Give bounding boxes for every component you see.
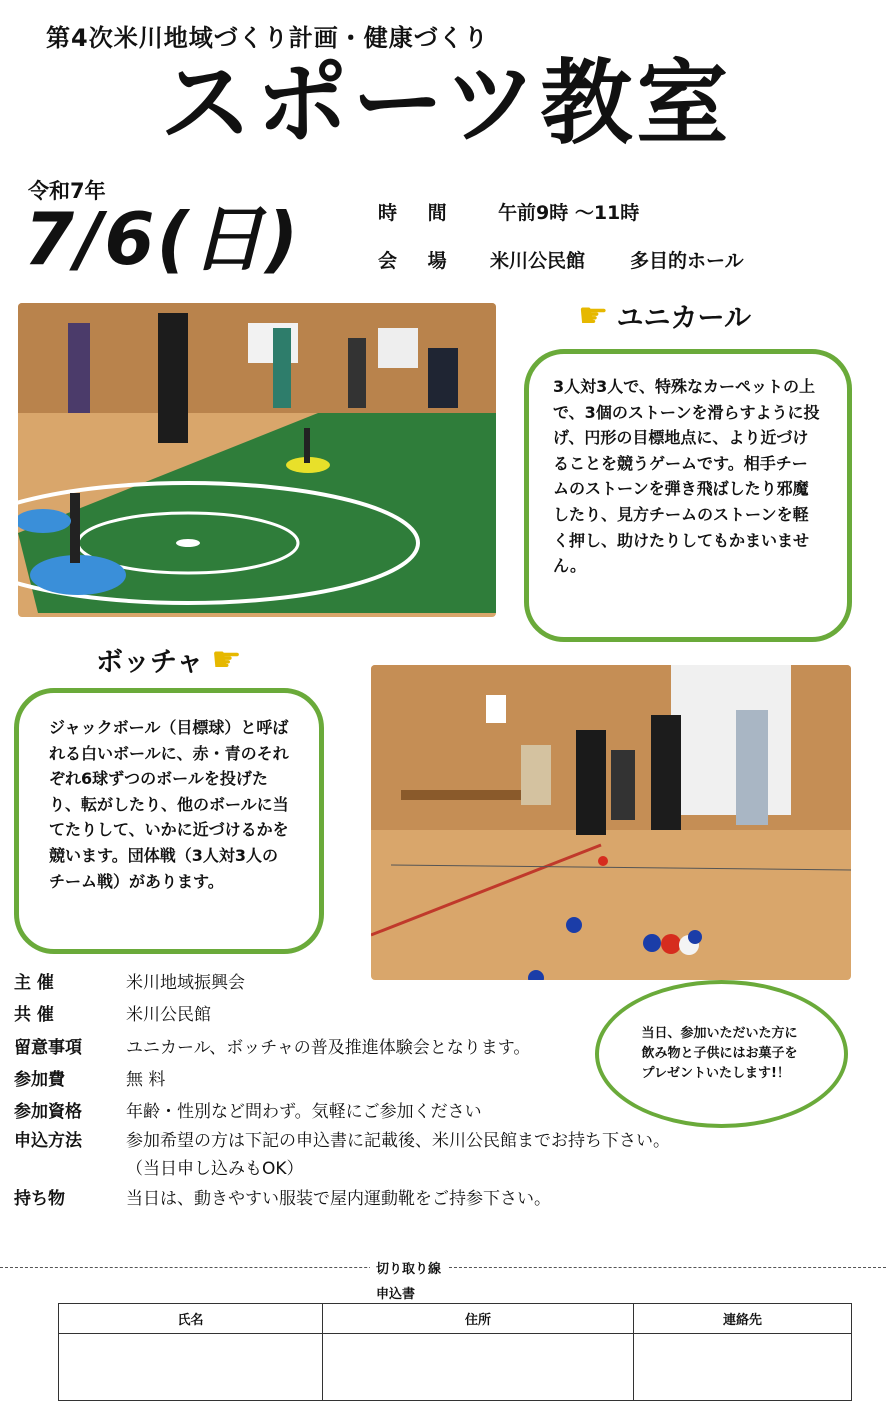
time-label: 時 間 xyxy=(378,202,459,224)
detail-label: 留意事項 xyxy=(14,1037,82,1058)
detail-row xyxy=(14,999,670,1031)
column-name-header: 氏名 xyxy=(59,1304,323,1334)
pointing-hand-icon: ☛ xyxy=(578,295,609,336)
detail-value: 当日は、動きやすい服装で屋内運動靴をご持参下さい。 xyxy=(126,1188,551,1209)
unicurl-title: ユニカール xyxy=(616,303,751,334)
contact-field[interactable] xyxy=(634,1334,852,1401)
boccia-title: ボッチャ xyxy=(96,647,204,678)
subtitle: 第4次米川地域づくり計画・健康づくり xyxy=(46,24,489,52)
detail-value: 米川公民館 xyxy=(126,1005,211,1026)
venue-value: 米川公民館 xyxy=(490,250,586,272)
detail-label xyxy=(14,1156,126,1183)
detail-row xyxy=(14,1032,670,1064)
detail-value: （当日申し込みもOK） xyxy=(126,1158,304,1179)
venue-room: 多目的ホール xyxy=(630,250,744,272)
detail-label: 共 催 xyxy=(14,1005,54,1026)
detail-label: 参加資格 xyxy=(14,1102,82,1123)
detail-value: 参加希望の方は下記の申込書に記載後、米川公民館までお持ち下さい。 xyxy=(126,1131,670,1152)
detail-row xyxy=(14,1064,670,1096)
address-field[interactable] xyxy=(323,1334,634,1401)
detail-value: 年齢・性別など問わず。気軽にご参加ください xyxy=(126,1102,482,1123)
time-value: 午前9時 ～11時 xyxy=(498,202,640,224)
column-contact-header: 連絡先 xyxy=(634,1304,852,1334)
detail-value: ユニカール、ボッチャの普及推進体験会となります。 xyxy=(126,1037,531,1058)
detail-label: 参加費 xyxy=(14,1069,65,1090)
application-form-table xyxy=(58,1303,852,1401)
column-address-header: 住所 xyxy=(323,1304,634,1334)
unicurl-heading xyxy=(578,296,751,335)
detail-row xyxy=(14,1096,670,1128)
detail-label: 申込方法 xyxy=(14,1131,82,1152)
name-field[interactable] xyxy=(59,1334,323,1401)
detail-row xyxy=(14,1156,670,1183)
details-list xyxy=(14,967,670,1215)
detail-label: 主 催 xyxy=(14,973,54,993)
main-title: スポーツ教室 xyxy=(160,50,733,157)
pointing-hand-icon: ☛ xyxy=(211,639,242,680)
event-date: 7/6(日) xyxy=(24,197,301,281)
boccia-bubble xyxy=(14,688,324,954)
notice-text: 当日、参加いただいた方に飲み物と子供にはお菓子をプレゼントいたします!！ xyxy=(641,1025,798,1082)
detail-row xyxy=(14,967,670,999)
boccia-description: ジャックボール（目標球）と呼ばれる白いボールに、赤・青のそれぞれ6球ずつのボールを投げたり、転がしたり、他のボールに当てたりして、いかに近づけるかを競います。団体戦（3人対3人のチーム戦）があります。 xyxy=(49,718,289,891)
detail-value: 無 料 xyxy=(126,1069,166,1090)
detail-row xyxy=(14,1183,670,1215)
form-title: 申込書 xyxy=(376,1287,416,1302)
detail-value: 米川地域振興会 xyxy=(126,973,245,993)
boccia-heading xyxy=(96,640,242,679)
venue-label: 会 場 xyxy=(378,250,459,272)
detail-label: 持ち物 xyxy=(14,1188,65,1209)
detail-row xyxy=(14,1128,670,1155)
event-year: 令和7年 xyxy=(28,179,106,203)
unicurl-description: 3人対3人で、特殊なカーペットの上で、3個のストーンを滑らすように投げ、円形の目標地点に、より近づけることを競うゲームです。相手チームのストーンを弾き飛ばしたり邪魔したり、見方チームのストーンを軽く押し、助けたりしてもかまいません。 xyxy=(553,377,820,576)
unicurl-photo xyxy=(18,303,496,617)
cut-label: 切り取り線 xyxy=(370,1258,447,1277)
boccia-photo xyxy=(371,665,851,980)
unicurl-bubble xyxy=(524,349,852,642)
